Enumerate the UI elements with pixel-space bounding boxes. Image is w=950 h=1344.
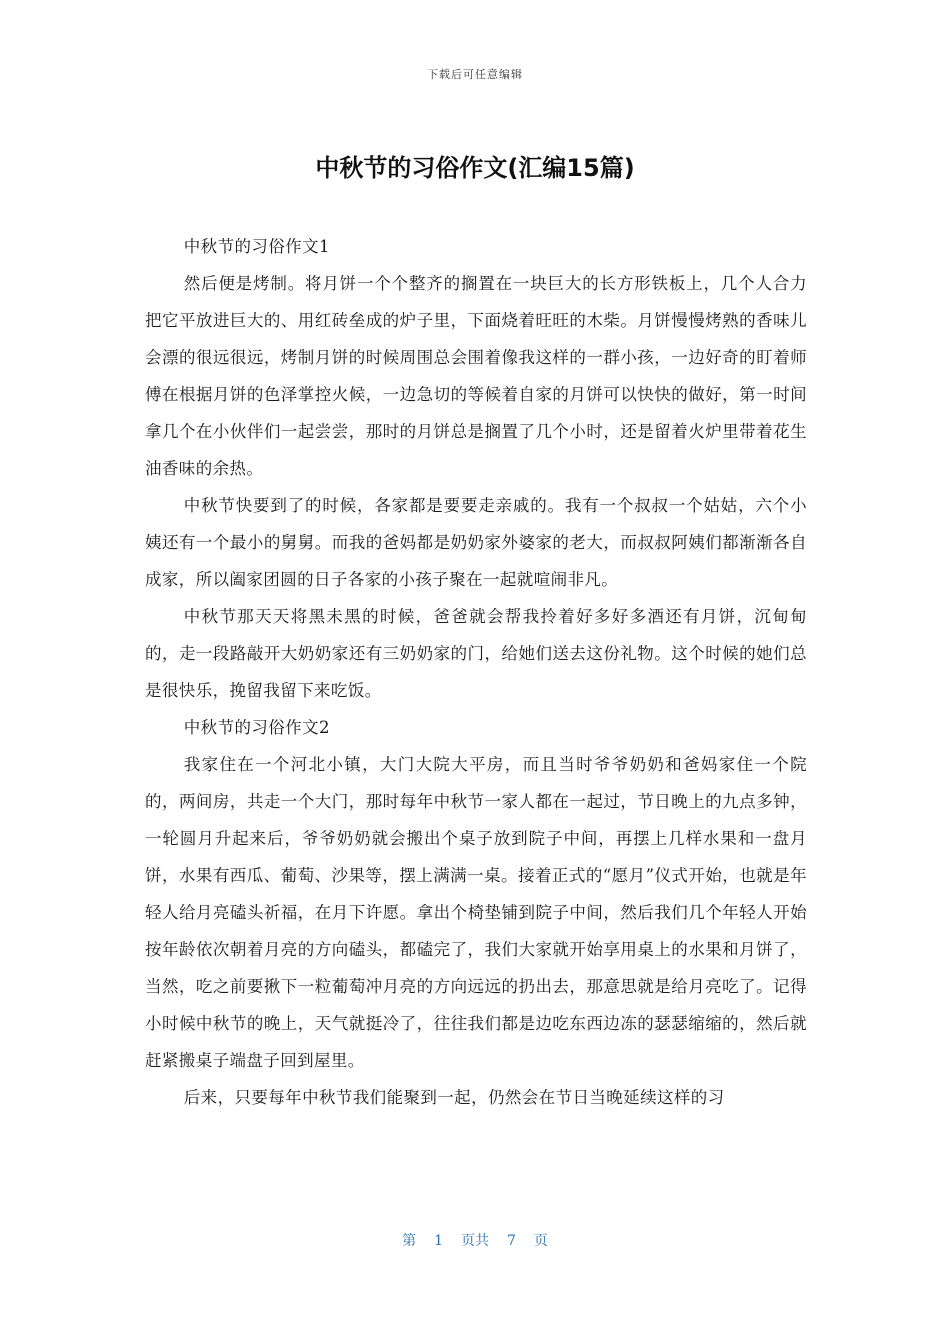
section-heading-2: 中秋节的习俗作文2 — [183, 718, 330, 737]
document-body — [145, 228, 807, 1116]
footer-total-pages: 7 — [507, 1233, 516, 1249]
body-paragraph: 然后便是烤制。将月饼一个个整齐的搁置在一块巨大的长方形铁板上，几个人合力把它平放进巨大的、用红砖垒成的炉子里，下面烧着旺旺的木柴。月饼慢慢烤熟的香味儿会漂的很远很远，烤制月饼的时候周围总会围着像我这样的一群小孩，一边好奇的盯着师傅在根据月饼的色泽掌控火候，一边急切的等候着自家的月饼可以快快的做好，第一时间拿几个在小伙伴们一起尝尝，那时的月饼总是搁置了几个小时，还是留着火炉里带着花生油香味的余热。 — [145, 274, 807, 478]
footer-page-number: 1 — [434, 1233, 443, 1249]
document-title: 中秋节的习俗作文(汇编15篇) — [315, 154, 635, 182]
body-paragraph: 我家住在一个河北小镇，大门大院大平房，而且当时爷爷奶奶和爸妈家住一个院的，两间房，共走一个大门，那时每年中秋节一家人都在一起过，节日晚上的九点多钟，一轮圆月升起来后，爷爷奶奶就会搬出个桌子放到院子中间，再摆上几样水果和一盘月饼，水果有西瓜、葡萄、沙果等，摆上满满一桌。接着正式的“愿月”仪式开始，也就是年轻人给月亮磕头祈福，在月下许愿。拿出个椅垫铺到院子中间，然后我们几个年轻人开始按年龄依次朝着月亮的方向磕头，都磕完了，我们大家就开始享用桌上的水果和月饼了，当然，吃之前要揪下一粒葡萄冲月亮的方向远远的扔出去，那意思就是给月亮吃了。记得小时候中秋节的晚上，天气就挺冷了，往往我们都是边吃东西边冻的瑟瑟缩缩的，然后就赶紧搬桌子端盘子回到屋里。 — [145, 755, 807, 1070]
body-paragraph: 中秋节快要到了的时候，各家都是要要走亲戚的。我有一个叔叔一个姑姑，六个小姨还有一个最小的舅舅。而我的爸妈都是奶奶家外婆家的老大，而叔叔阿姨们都渐渐各自成家，所以阖家团圆的日子各家的小孩子聚在一起就喧闹非凡。 — [145, 496, 807, 589]
body-paragraph: 中秋节那天天将黑未黑的时候，爸爸就会帮我拎着好多好多酒还有月饼，沉甸甸的，走一段路敲开大奶奶家还有三奶奶家的门，给她们送去这份礼物。这个时候的她们总是很快乐，挽留我留下来吃饭。 — [145, 607, 807, 700]
body-paragraph: 后来，只要每年中秋节我们能聚到一起，仍然会在节日当晚延续这样的习 — [183, 1088, 725, 1107]
footer-middle: 页共 — [461, 1233, 489, 1249]
footer-prefix: 第 — [402, 1233, 417, 1249]
page-header-note: 下载后可任意编辑 — [427, 68, 523, 81]
page-footer — [0, 1230, 950, 1250]
footer-suffix: 页 — [533, 1233, 548, 1249]
section-heading-1: 中秋节的习俗作文1 — [183, 237, 330, 256]
